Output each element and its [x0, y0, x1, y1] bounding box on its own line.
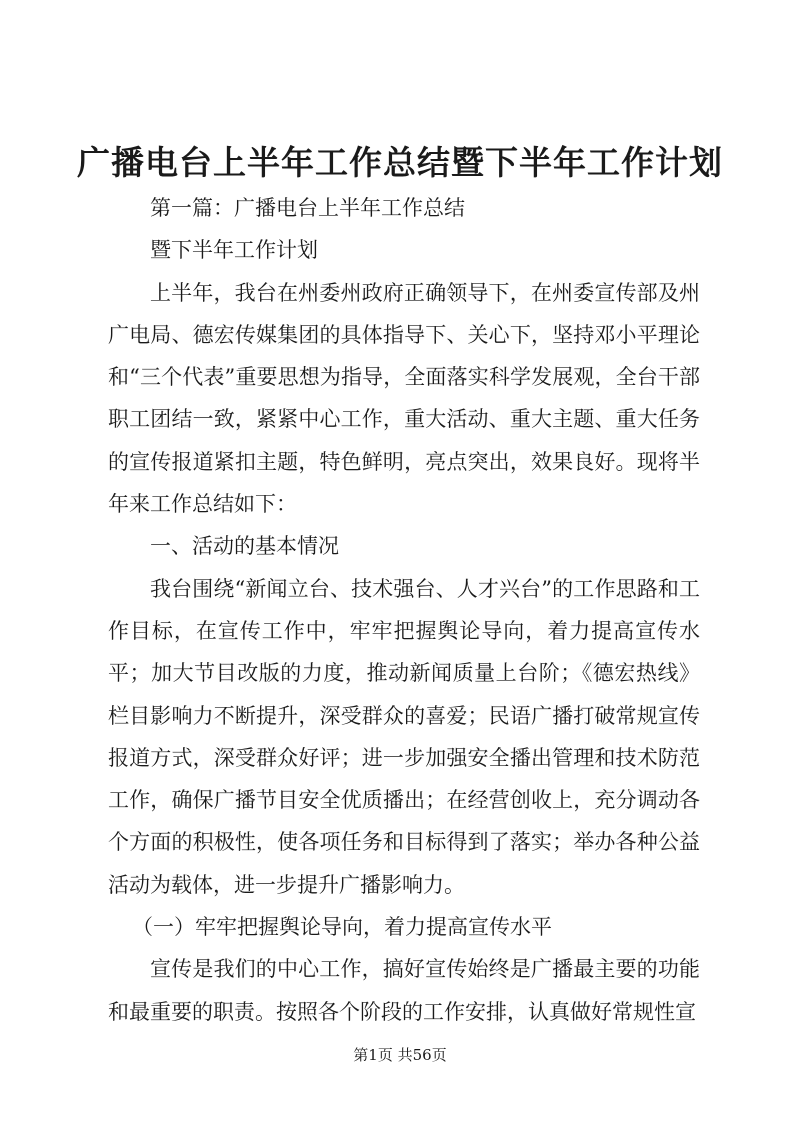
document-title: 广播电台上半年工作总结暨下半年工作计划 — [77, 143, 723, 182]
paragraph: 上半年，我台在州委州政府正确领导下，在州委宣传部及州广电局、德宏传媒集团的具体指导下、关心下，坚持邓小平理论和“三个代表”重要思想为指导，全面落实科学发展观，全台干部职工团结一致，紧紧中心工作，重大活动、重大主题、重大任务的宣传报道紧扣主题，特色鲜明，亮点突出，效果良好。现将半年来工作总结如下： — [108, 280, 700, 517]
section-heading-continued: 暨下半年工作计划 — [150, 238, 318, 263]
section-heading: 第一篇：广播电台上半年工作总结 — [150, 196, 465, 220]
paragraph: 宣传是我们的中心工作，搞好宣传始终是广播最主要的功能和最重要的职责。按照各个阶段的工作安排，认真做好常规性宣 — [108, 957, 700, 1024]
subsection-heading: （一）牢牢把握舆论导向，着力提高宣传水平 — [132, 915, 552, 940]
page-number-footer: 第1页 共56页 — [353, 1046, 447, 1064]
document-body — [108, 187, 700, 1033]
paragraph: 我台围绕“新闻立台、技术强台、人才兴台”的工作思路和工作目标，在宣传工作中，牢牢把握舆论导向，着力提高宣传水平；加大节目改版的力度，推动新闻质量上台阶；《德宏热线》栏目影响力不断提升，深受群众的喜爱；民语广播打破常规宣传报道方式，深受群众好评；进一步加强安全播出管理和技术防范工作，确保广播节目安全优质播出；在经营创收上，充分调动各个方面的积极性，使各项任务和目标得到了落实；举办各种公益活动为载体，进一步提升广播影响力。 — [108, 576, 700, 897]
subsection-heading: 一、活动的基本情况 — [150, 534, 339, 559]
